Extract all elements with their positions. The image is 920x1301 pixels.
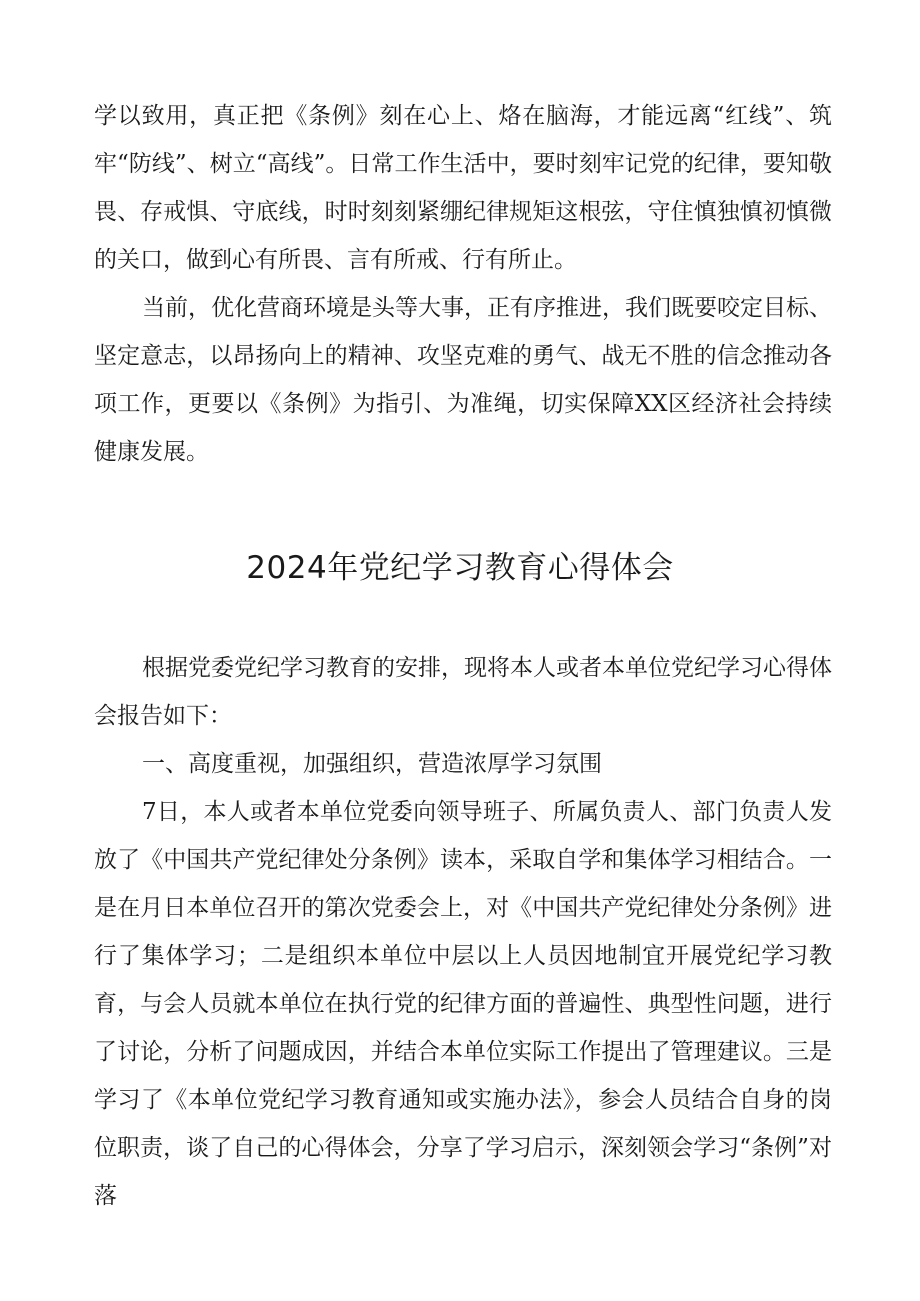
section-heading-1: 一、高度重视，加强组织，营造浓厚学习氛围 xyxy=(142,751,602,777)
paragraph-intro: 根据党委党纪学习教育的安排，现将本人或者本单位党纪学习心得体会报告如下： xyxy=(94,655,832,729)
paragraph-current-situation: 当前，优化营商环境是头等大事，正有序推进，我们既要咬定目标、坚定意志，以昂扬向上的精神、攻坚克难的勇气、战无不胜的信念推动各项工作，更要以《条例》为指引、为准绳，切实保障XX区经济社会持续健康发展。 xyxy=(94,295,832,465)
document-title: 2024年党纪学习教育心得体会 xyxy=(246,550,674,586)
paragraph-continued: 学以致用，真正把《条例》刻在心上、烙在脑海，才能远离“红线”、筑牢“防线”、树立“高线”。日常工作生活中，要时刻牢记党的纪律，要知敬畏、存戒惧、守底线，时时刻刻紧绷纪律规矩这根弦，守住慎独慎初慎微的关口，做到心有所畏、言有所戒、行有所止。 xyxy=(94,103,832,273)
paragraph-section-1: 7日，本人或者本单位党委向领导班子、所属负责人、部门负责人发放了《中国共产党纪律处分条例》读本，采取自学和集体学习相结合。一是在月日本单位召开的第次党委会上，对《中国共产党纪律处分条例》进行了集体学习；二是组织本单位中层以上人员因地制宜开展党纪学习教育，与会人员就本单位在执行党的纪律方面的普遍性、典型性问题，进行了讨论，分析了问题成因，并结合本单位实际工作提出了管理建议。三是学习了《本单位党纪学习教育通知或实施办法》，参会人员结合自身的岗位职责，谈了自己的心得体会，分享了学习启示，深刻领会学习“条例”对落 xyxy=(94,799,832,1209)
